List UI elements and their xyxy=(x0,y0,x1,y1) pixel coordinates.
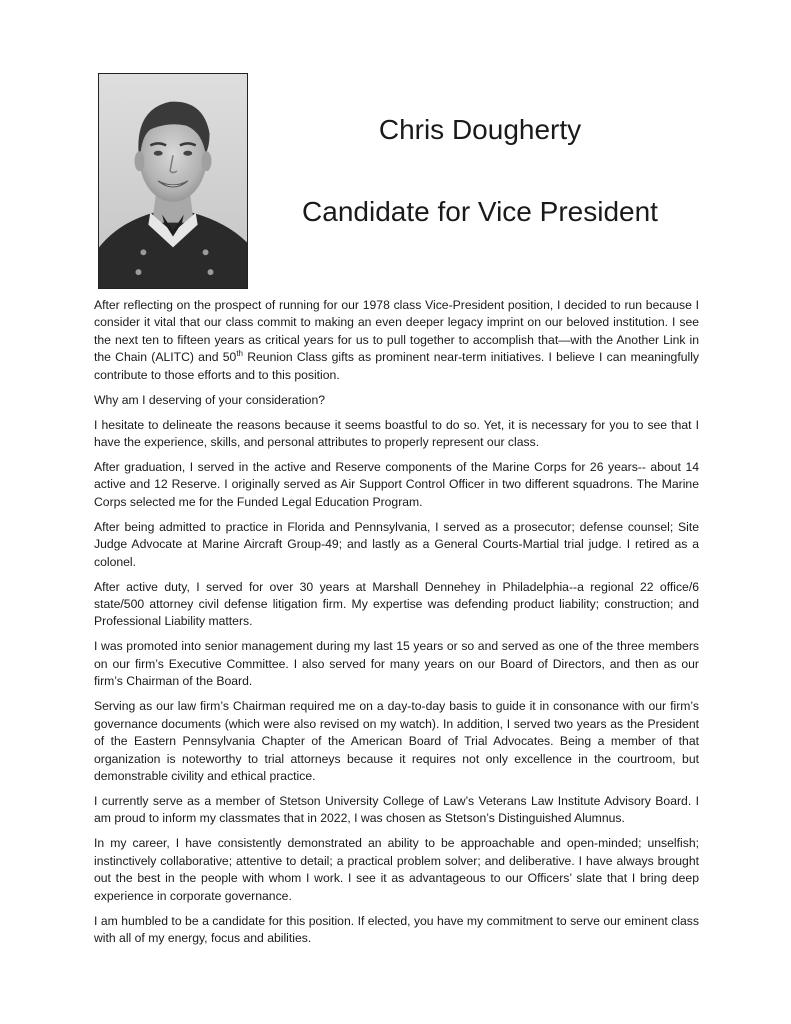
paragraph-marine-service: After graduation, I served in the active and Reserve components of the Marine Corps for 26 years-- about 14 active and 12 Reserve. I originally served as Air Support Control Officer in two different squadrons. The Marine Corps selected me for the Funded Legal Education Program. xyxy=(94,460,699,509)
paragraph-closing: I am humbled to be a candidate for this position. If elected, you have my commitment to serve our eminent class with all of my energy, focus and abilities. xyxy=(94,913,699,945)
candidate-name: Chris Dougherty xyxy=(378,114,582,145)
paragraph-intro-text-b: Reunion Class gifts as prominent near-term initiatives. I believe I can meaningfully contribute to those efforts and to this position. xyxy=(94,350,699,382)
paragraph-question: Why am I deserving of your consideration? xyxy=(94,392,325,407)
paragraph-intro-text-a: After reflecting on the prospect of running for our 1978 class Vice-President position, I decided to run because I consider it vital that our class commit to making an even deeper legacy imprint on our beloved institution. I see the next ten to fifteen years as critical years for us to pull together to accomplish that—with the Another Link in the Chain (ALITC) and 50 xyxy=(94,298,699,365)
paragraph-intro xyxy=(94,297,699,384)
paragraph-legal-service: After being admitted to practice in Florida and Pennsylvania, I served as a prosecutor; defense counsel; Site Judge Advocate at Marine Aircraft Group-49; and lastly as a General Courts-Martial trial judge. I retired as a colonel. xyxy=(94,519,699,569)
statement-body xyxy=(94,297,699,955)
paragraph-law-firm: After active duty, I served for over 30 years at Marshall Dennehey in Philadelphia--a regional 22 office/6 state/500 attorney civil defense litigation firm. My expertise was defending product liability; construction; and Professional Liability matters. xyxy=(94,579,699,629)
paragraph-hesitation: I hesitate to delineate the reasons because it seems boastful to do so. Yet, it is necessary for you to see that I have the experience, skills, and personal attributes to properly represent our class. xyxy=(94,417,699,450)
paragraph-attributes: In my career, I have consistently demonstrated an ability to be approachable and open-minded; unselfish; instinctively collaborative; attentive to detail; a practical problem solver; and deliberative. I have always brought out the best in the people with whom I work. I see it as advantageous to our Officers’ slate that I bring deep experience in corporate governance. xyxy=(94,836,699,903)
ordinal-suffix: th xyxy=(236,349,243,359)
portrait-illustration xyxy=(99,74,247,288)
paragraph-stetson: I currently serve as a member of Stetson University College of Law’s Veterans Law Institute Advisory Board. I am proud to inform my classmates that in 2022, I was chosen as Stetson’s Distinguished Alumnus. xyxy=(94,793,699,826)
candidate-role-title: Candidate for Vice President xyxy=(302,196,658,227)
paragraph-chairman: Serving as our law firm’s Chairman required me on a day-to-day basis to guide it in consonance with our firm’s governance documents (which were also revised on my watch). In addition, I served two years as the President of the Eastern Pennsylvania Chapter of the American Board of Trial Advocates. Being a member of that organization is noteworthy to trial attorneys because it requires not only excellence in the courtroom, but demonstrable civility and ethical practice. xyxy=(94,699,699,783)
candidate-portrait-photo xyxy=(98,73,248,289)
paragraph-management: I was promoted into senior management during my last 15 years or so and served as one of the three members on our firm’s Executive Committee. I also served for many years on our Board of Directors, and then as our firm’s Chairman of the Board. xyxy=(94,639,699,689)
